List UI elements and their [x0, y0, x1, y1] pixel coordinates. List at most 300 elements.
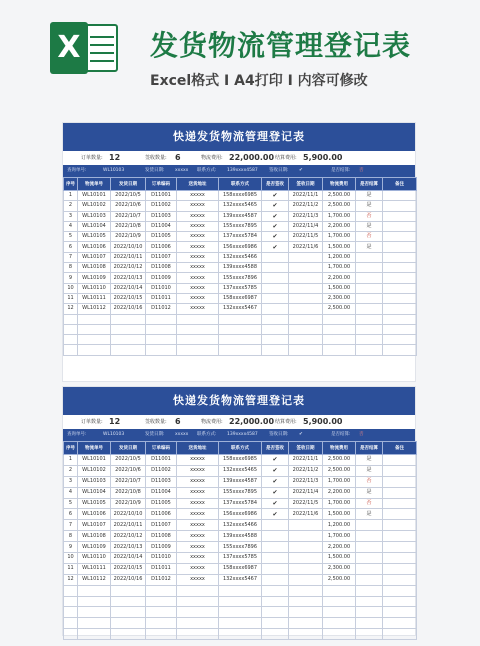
- table-cell[interactable]: 2022/11/4: [289, 221, 323, 231]
- table-cell[interactable]: 2022/10/13: [111, 542, 146, 553]
- table-cell[interactable]: WL10107: [78, 520, 111, 531]
- table-cell[interactable]: 2,500.00: [323, 455, 356, 466]
- table-cell[interactable]: 是: [356, 242, 383, 252]
- table-cell[interactable]: [323, 345, 356, 355]
- table-cell[interactable]: [323, 607, 356, 618]
- table-cell[interactable]: [383, 345, 417, 355]
- table-row[interactable]: [64, 476, 417, 487]
- table-cell[interactable]: [289, 304, 323, 314]
- table-cell[interactable]: 2,500.00: [323, 465, 356, 476]
- table-cell[interactable]: 139xxxx4587: [219, 476, 262, 487]
- table-cell[interactable]: 2022/11/5: [289, 232, 323, 242]
- table-cell[interactable]: ✔: [262, 455, 289, 466]
- table-cell[interactable]: 158xxxx6987: [219, 293, 262, 303]
- table-cell[interactable]: 8: [64, 531, 78, 542]
- table-cell[interactable]: D11006: [146, 509, 177, 520]
- table-cell[interactable]: [146, 345, 177, 355]
- table-cell[interactable]: 158xxxx6985: [219, 455, 262, 466]
- table-cell[interactable]: 158xxxx6987: [219, 563, 262, 574]
- table-cell[interactable]: [111, 629, 146, 640]
- table-cell[interactable]: 是: [356, 201, 383, 211]
- table-cell[interactable]: [64, 607, 78, 618]
- table-cell[interactable]: ✔: [262, 509, 289, 520]
- table-cell[interactable]: [78, 345, 111, 355]
- table-cell[interactable]: [177, 314, 219, 324]
- table-cell[interactable]: [356, 293, 383, 303]
- table-cell[interactable]: 155xxxx7896: [219, 273, 262, 283]
- table-cell[interactable]: [64, 345, 78, 355]
- table-cell[interactable]: [262, 553, 289, 564]
- table-cell[interactable]: 10: [64, 283, 78, 293]
- table-row[interactable]: [64, 607, 417, 618]
- table-cell[interactable]: [78, 335, 111, 345]
- table-cell[interactable]: 2: [64, 201, 78, 211]
- table-cell[interactable]: [356, 542, 383, 553]
- table-cell[interactable]: xxxxx: [177, 531, 219, 542]
- table-cell[interactable]: WL10109: [78, 542, 111, 553]
- table-cell[interactable]: [177, 335, 219, 345]
- table-cell[interactable]: 是: [356, 509, 383, 520]
- table-row[interactable]: [64, 487, 417, 498]
- table-cell[interactable]: [356, 531, 383, 542]
- table-cell[interactable]: 2022/10/11: [111, 252, 146, 262]
- table-cell[interactable]: [219, 335, 262, 345]
- table-cell[interactable]: [219, 596, 262, 607]
- table-cell[interactable]: [383, 596, 417, 607]
- table-cell[interactable]: [177, 629, 219, 640]
- table-cell[interactable]: [177, 618, 219, 629]
- table-cell[interactable]: 否: [356, 476, 383, 487]
- table-cell[interactable]: 是: [356, 221, 383, 231]
- table-cell[interactable]: 1,700.00: [323, 476, 356, 487]
- table-cell[interactable]: [262, 596, 289, 607]
- table-cell[interactable]: [323, 335, 356, 345]
- table-cell[interactable]: [262, 563, 289, 574]
- table-cell[interactable]: [383, 263, 417, 273]
- table-cell[interactable]: 2: [64, 465, 78, 476]
- table-cell[interactable]: 139xxxx4588: [219, 263, 262, 273]
- table-cell[interactable]: 132xxxx5466: [219, 252, 262, 262]
- table-cell[interactable]: ✔: [262, 211, 289, 221]
- table-cell[interactable]: [111, 335, 146, 345]
- table-cell[interactable]: 4: [64, 487, 78, 498]
- table-cell[interactable]: 2022/11/3: [289, 211, 323, 221]
- table-cell[interactable]: 2022/11/2: [289, 201, 323, 211]
- table-cell[interactable]: 12: [64, 574, 78, 585]
- table-cell[interactable]: [262, 293, 289, 303]
- table-cell[interactable]: [356, 283, 383, 293]
- table-row[interactable]: [64, 553, 417, 564]
- table-cell[interactable]: 1,700.00: [323, 263, 356, 273]
- table-cell[interactable]: D11007: [146, 252, 177, 262]
- table-cell[interactable]: [177, 585, 219, 596]
- table-cell[interactable]: [289, 252, 323, 262]
- table-row[interactable]: [64, 335, 417, 345]
- table-cell[interactable]: [262, 585, 289, 596]
- table-cell[interactable]: 2,200.00: [323, 542, 356, 553]
- table-cell[interactable]: [64, 596, 78, 607]
- table-row[interactable]: [64, 293, 417, 303]
- table-row[interactable]: [64, 563, 417, 574]
- table-cell[interactable]: xxxxx: [177, 563, 219, 574]
- table-cell[interactable]: [383, 221, 417, 231]
- table-cell[interactable]: 1,200.00: [323, 252, 356, 262]
- table-cell[interactable]: [383, 520, 417, 531]
- table-cell[interactable]: [219, 314, 262, 324]
- table-cell[interactable]: [177, 345, 219, 355]
- table-row[interactable]: [64, 242, 417, 252]
- table-cell[interactable]: [383, 629, 417, 640]
- table-cell[interactable]: D11009: [146, 273, 177, 283]
- table-cell[interactable]: 2022/10/13: [111, 273, 146, 283]
- table-cell[interactable]: 2022/10/9: [111, 498, 146, 509]
- table-cell[interactable]: WL10106: [78, 509, 111, 520]
- table-cell[interactable]: 2,500.00: [323, 191, 356, 201]
- table-cell[interactable]: [64, 629, 78, 640]
- table-row[interactable]: [64, 273, 417, 283]
- table-cell[interactable]: [289, 585, 323, 596]
- table-cell[interactable]: [289, 618, 323, 629]
- table-cell[interactable]: D11002: [146, 201, 177, 211]
- table-cell[interactable]: [262, 252, 289, 262]
- table-row[interactable]: [64, 465, 417, 476]
- table-cell[interactable]: 2022/10/8: [111, 221, 146, 231]
- table-cell[interactable]: 2022/11/1: [289, 455, 323, 466]
- table-cell[interactable]: [289, 283, 323, 293]
- table-cell[interactable]: [383, 335, 417, 345]
- table-row[interactable]: [64, 585, 417, 596]
- table-cell[interactable]: [219, 324, 262, 334]
- table-cell[interactable]: 156xxxx6986: [219, 509, 262, 520]
- table-cell[interactable]: xxxxx: [177, 201, 219, 211]
- table-cell[interactable]: [383, 283, 417, 293]
- table-cell[interactable]: [177, 607, 219, 618]
- table-cell[interactable]: WL10103: [78, 211, 111, 221]
- table-cell[interactable]: [111, 618, 146, 629]
- table-cell[interactable]: [177, 324, 219, 334]
- table-cell[interactable]: [146, 585, 177, 596]
- table-cell[interactable]: WL10104: [78, 487, 111, 498]
- table-cell[interactable]: [289, 629, 323, 640]
- table-cell[interactable]: [356, 520, 383, 531]
- table-cell[interactable]: 2022/11/5: [289, 498, 323, 509]
- table-cell[interactable]: 3: [64, 211, 78, 221]
- table-cell[interactable]: 1,200.00: [323, 520, 356, 531]
- table-cell[interactable]: xxxxx: [177, 252, 219, 262]
- table-cell[interactable]: [356, 618, 383, 629]
- table-cell[interactable]: [356, 345, 383, 355]
- table-cell[interactable]: D11012: [146, 574, 177, 585]
- table-cell[interactable]: [383, 201, 417, 211]
- table-cell[interactable]: WL10107: [78, 252, 111, 262]
- table-cell[interactable]: 2022/10/15: [111, 293, 146, 303]
- table-cell[interactable]: 8: [64, 263, 78, 273]
- table-cell[interactable]: 2022/11/6: [289, 509, 323, 520]
- table-cell[interactable]: 是: [356, 465, 383, 476]
- table-cell[interactable]: ✔: [262, 232, 289, 242]
- table-cell[interactable]: 2022/10/5: [111, 455, 146, 466]
- table-cell[interactable]: 2022/10/8: [111, 487, 146, 498]
- table-cell[interactable]: D11012: [146, 304, 177, 314]
- table-cell[interactable]: ✔: [262, 221, 289, 231]
- table-cell[interactable]: WL10105: [78, 498, 111, 509]
- table-cell[interactable]: [262, 345, 289, 355]
- table-cell[interactable]: WL10110: [78, 553, 111, 564]
- table-cell[interactable]: xxxxx: [177, 191, 219, 201]
- table-cell[interactable]: [78, 596, 111, 607]
- table-cell[interactable]: 137xxxx5785: [219, 553, 262, 564]
- table-cell[interactable]: [323, 314, 356, 324]
- table-cell[interactable]: 2022/10/14: [111, 283, 146, 293]
- table-cell[interactable]: [262, 324, 289, 334]
- table-cell[interactable]: [356, 629, 383, 640]
- table-cell[interactable]: 6: [64, 509, 78, 520]
- table-row[interactable]: [64, 211, 417, 221]
- table-cell[interactable]: ✔: [262, 487, 289, 498]
- table-cell[interactable]: D11010: [146, 553, 177, 564]
- table-cell[interactable]: xxxxx: [177, 476, 219, 487]
- table-cell[interactable]: [146, 629, 177, 640]
- table-cell[interactable]: [219, 585, 262, 596]
- table-cell[interactable]: [356, 273, 383, 283]
- table-cell[interactable]: 2022/11/3: [289, 476, 323, 487]
- table-cell[interactable]: [146, 596, 177, 607]
- table-row[interactable]: [64, 201, 417, 211]
- table-cell[interactable]: [111, 314, 146, 324]
- table-cell[interactable]: 2,300.00: [323, 293, 356, 303]
- table-cell[interactable]: 2,500.00: [323, 304, 356, 314]
- table-cell[interactable]: [262, 283, 289, 293]
- table-cell[interactable]: [383, 476, 417, 487]
- table-cell[interactable]: [356, 553, 383, 564]
- table-cell[interactable]: D11011: [146, 293, 177, 303]
- table-cell[interactable]: [289, 563, 323, 574]
- table-row[interactable]: [64, 324, 417, 334]
- table-cell[interactable]: xxxxx: [177, 542, 219, 553]
- table-cell[interactable]: [383, 232, 417, 242]
- table-row[interactable]: [64, 455, 417, 466]
- table-cell[interactable]: WL10109: [78, 273, 111, 283]
- table-cell[interactable]: D11008: [146, 531, 177, 542]
- table-cell[interactable]: [146, 618, 177, 629]
- table-cell[interactable]: [262, 574, 289, 585]
- table-cell[interactable]: [383, 542, 417, 553]
- table-cell[interactable]: [383, 324, 417, 334]
- table-row[interactable]: [64, 191, 417, 201]
- table-cell[interactable]: [323, 618, 356, 629]
- table-cell[interactable]: [111, 607, 146, 618]
- table-cell[interactable]: [64, 314, 78, 324]
- table-cell[interactable]: xxxxx: [177, 498, 219, 509]
- query-number-value[interactable]: WL10103: [103, 432, 125, 437]
- table-cell[interactable]: WL10104: [78, 221, 111, 231]
- table-cell[interactable]: 132xxxx5467: [219, 304, 262, 314]
- table-row[interactable]: [64, 263, 417, 273]
- table-cell[interactable]: 1,700.00: [323, 498, 356, 509]
- table-cell[interactable]: [383, 553, 417, 564]
- table-cell[interactable]: [78, 607, 111, 618]
- table-cell[interactable]: 2022/10/12: [111, 531, 146, 542]
- table-cell[interactable]: [146, 314, 177, 324]
- table-cell[interactable]: 9: [64, 542, 78, 553]
- table-cell[interactable]: [262, 607, 289, 618]
- table-cell[interactable]: [383, 585, 417, 596]
- table-cell[interactable]: 否: [356, 498, 383, 509]
- table-cell[interactable]: D11011: [146, 563, 177, 574]
- table-row[interactable]: [64, 304, 417, 314]
- table-cell[interactable]: 1,500.00: [323, 509, 356, 520]
- table-cell[interactable]: [356, 607, 383, 618]
- table-cell[interactable]: 2022/10/10: [111, 242, 146, 252]
- table-cell[interactable]: ✔: [262, 191, 289, 201]
- table-cell[interactable]: D11007: [146, 520, 177, 531]
- table-cell[interactable]: 2022/10/14: [111, 553, 146, 564]
- table-cell[interactable]: [262, 542, 289, 553]
- table-cell[interactable]: [146, 335, 177, 345]
- table-cell[interactable]: [383, 574, 417, 585]
- table-cell[interactable]: [289, 607, 323, 618]
- table-cell[interactable]: [383, 563, 417, 574]
- table-cell[interactable]: 12: [64, 304, 78, 314]
- table-cell[interactable]: [262, 531, 289, 542]
- table-cell[interactable]: 7: [64, 252, 78, 262]
- table-cell[interactable]: 2022/10/6: [111, 201, 146, 211]
- table-cell[interactable]: 132xxxx5467: [219, 574, 262, 585]
- table-cell[interactable]: WL10101: [78, 455, 111, 466]
- table-cell[interactable]: 2022/11/4: [289, 487, 323, 498]
- table-row[interactable]: [64, 542, 417, 553]
- table-cell[interactable]: [383, 314, 417, 324]
- table-cell[interactable]: [383, 618, 417, 629]
- table-cell[interactable]: 6: [64, 242, 78, 252]
- table-cell[interactable]: D11010: [146, 283, 177, 293]
- table-cell[interactable]: 137xxxx5784: [219, 498, 262, 509]
- table-cell[interactable]: [78, 618, 111, 629]
- table-cell[interactable]: [64, 324, 78, 334]
- table-row[interactable]: [64, 574, 417, 585]
- table-cell[interactable]: 5: [64, 232, 78, 242]
- table-cell[interactable]: [356, 263, 383, 273]
- table-cell[interactable]: [289, 531, 323, 542]
- table-cell[interactable]: 155xxxx7896: [219, 542, 262, 553]
- table-cell[interactable]: 2022/11/2: [289, 465, 323, 476]
- table-cell[interactable]: 1,500.00: [323, 283, 356, 293]
- table-cell[interactable]: [356, 585, 383, 596]
- table-cell[interactable]: 2022/10/7: [111, 476, 146, 487]
- table-row[interactable]: [64, 345, 417, 355]
- table-cell[interactable]: xxxxx: [177, 263, 219, 273]
- table-cell[interactable]: 2,200.00: [323, 487, 356, 498]
- table-cell[interactable]: [289, 596, 323, 607]
- table-cell[interactable]: [323, 629, 356, 640]
- table-cell[interactable]: WL10102: [78, 201, 111, 211]
- table-cell[interactable]: ✔: [262, 201, 289, 211]
- table-cell[interactable]: D11005: [146, 498, 177, 509]
- table-cell[interactable]: [383, 465, 417, 476]
- table-cell[interactable]: [219, 629, 262, 640]
- table-cell[interactable]: WL10108: [78, 531, 111, 542]
- table-cell[interactable]: [262, 263, 289, 273]
- table-cell[interactable]: xxxxx: [177, 221, 219, 231]
- table-row[interactable]: [64, 596, 417, 607]
- table-cell[interactable]: D11004: [146, 487, 177, 498]
- table-cell[interactable]: [383, 211, 417, 221]
- table-cell[interactable]: [383, 273, 417, 283]
- table-cell[interactable]: 2022/10/12: [111, 263, 146, 273]
- table-row[interactable]: [64, 520, 417, 531]
- table-cell[interactable]: xxxxx: [177, 232, 219, 242]
- table-cell[interactable]: [383, 252, 417, 262]
- table-cell[interactable]: [78, 314, 111, 324]
- table-cell[interactable]: 137xxxx5784: [219, 232, 262, 242]
- table-cell[interactable]: [219, 345, 262, 355]
- table-cell[interactable]: 1,700.00: [323, 531, 356, 542]
- table-cell[interactable]: [64, 335, 78, 345]
- table-cell[interactable]: 132xxxx5465: [219, 465, 262, 476]
- table-cell[interactable]: 1,500.00: [323, 553, 356, 564]
- table-cell[interactable]: D11001: [146, 191, 177, 201]
- table-cell[interactable]: D11002: [146, 465, 177, 476]
- table-cell[interactable]: xxxxx: [177, 465, 219, 476]
- table-cell[interactable]: WL10108: [78, 263, 111, 273]
- table-cell[interactable]: WL10103: [78, 476, 111, 487]
- table-cell[interactable]: [146, 607, 177, 618]
- table-cell[interactable]: 2022/10/6: [111, 465, 146, 476]
- table-cell[interactable]: 137xxxx5785: [219, 283, 262, 293]
- table-cell[interactable]: 132xxxx5466: [219, 520, 262, 531]
- table-cell[interactable]: ✔: [262, 498, 289, 509]
- table-cell[interactable]: ✔: [262, 242, 289, 252]
- table-cell[interactable]: [78, 629, 111, 640]
- table-cell[interactable]: WL10112: [78, 574, 111, 585]
- table-row[interactable]: [64, 221, 417, 231]
- table-cell[interactable]: D11006: [146, 242, 177, 252]
- table-cell[interactable]: D11008: [146, 263, 177, 273]
- table-cell[interactable]: [262, 335, 289, 345]
- table-cell[interactable]: xxxxx: [177, 283, 219, 293]
- table-cell[interactable]: [383, 509, 417, 520]
- table-cell[interactable]: WL10105: [78, 232, 111, 242]
- table-cell[interactable]: [383, 304, 417, 314]
- table-cell[interactable]: 5: [64, 498, 78, 509]
- table-cell[interactable]: 2,200.00: [323, 221, 356, 231]
- table-cell[interactable]: D11001: [146, 455, 177, 466]
- table-cell[interactable]: xxxxx: [177, 211, 219, 221]
- table-cell[interactable]: 2022/10/15: [111, 563, 146, 574]
- table-cell[interactable]: [262, 273, 289, 283]
- table-cell[interactable]: [289, 574, 323, 585]
- table-cell[interactable]: [323, 324, 356, 334]
- table-cell[interactable]: [146, 324, 177, 334]
- table-cell[interactable]: 2,300.00: [323, 563, 356, 574]
- table-cell[interactable]: [177, 596, 219, 607]
- table-cell[interactable]: WL10106: [78, 242, 111, 252]
- table-cell[interactable]: [111, 345, 146, 355]
- table-cell[interactable]: 11: [64, 563, 78, 574]
- table-cell[interactable]: 否: [356, 232, 383, 242]
- table-cell[interactable]: 1: [64, 455, 78, 466]
- table-cell[interactable]: ✔: [262, 476, 289, 487]
- table-cell[interactable]: [111, 585, 146, 596]
- table-cell[interactable]: xxxxx: [177, 520, 219, 531]
- table-cell[interactable]: xxxxx: [177, 487, 219, 498]
- table-cell[interactable]: [64, 585, 78, 596]
- table-cell[interactable]: 2022/10/9: [111, 232, 146, 242]
- table-cell[interactable]: [111, 324, 146, 334]
- table-cell[interactable]: 1,700.00: [323, 211, 356, 221]
- table-cell[interactable]: [262, 304, 289, 314]
- table-cell[interactable]: [356, 563, 383, 574]
